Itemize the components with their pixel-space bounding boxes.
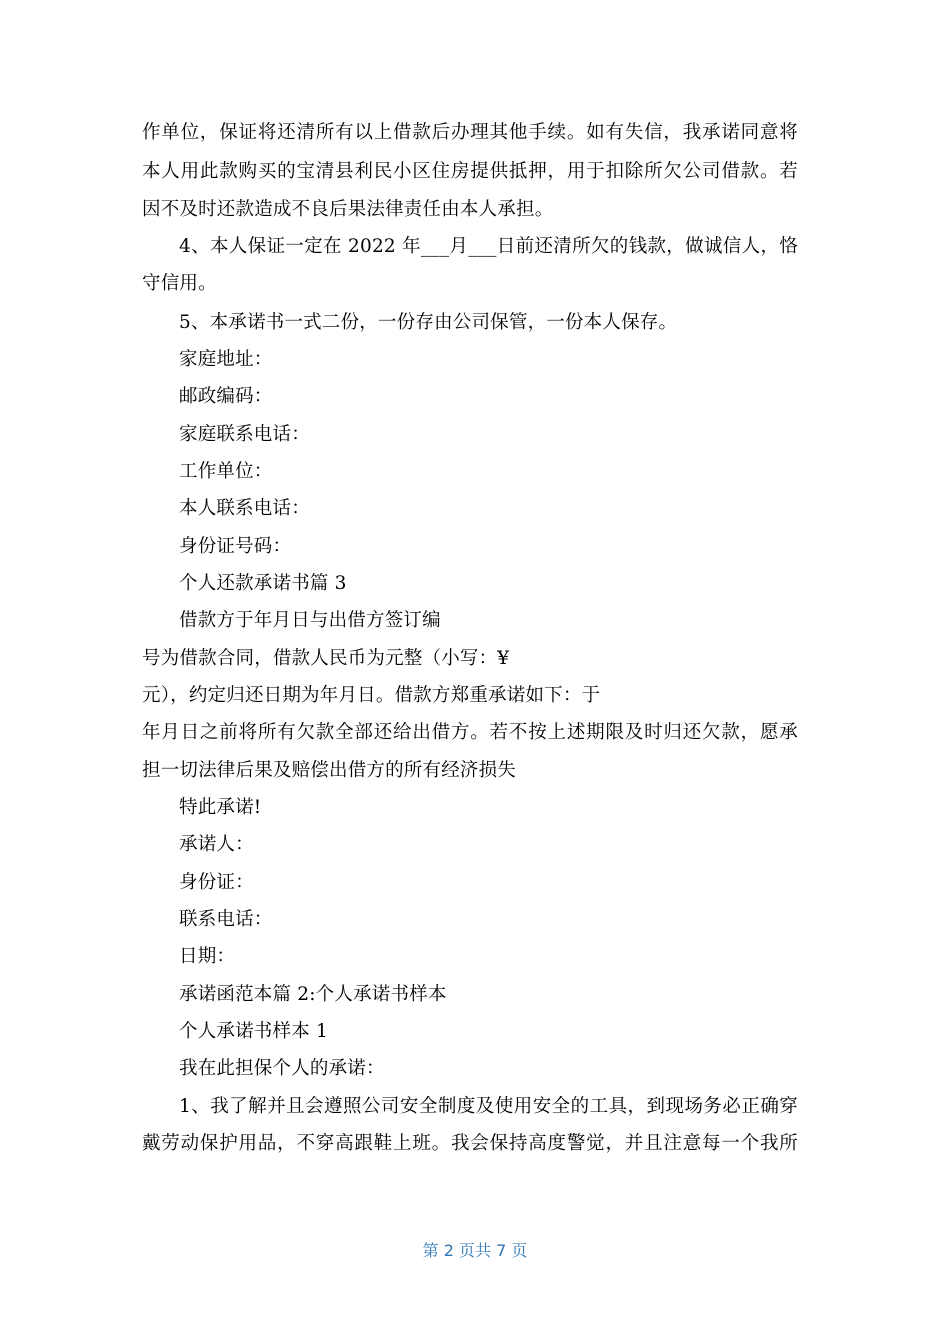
paragraph-line: 作单位，保证将还清所有以上借款后办理其他手续。如有失信，我承诺同意将: [142, 122, 798, 143]
form-field-label: 家庭联系电话：: [179, 424, 310, 445]
section-heading: 个人还款承诺书篇 3: [179, 573, 347, 594]
paragraph-line: 守信用。: [142, 273, 217, 294]
form-field-label: 身份证号码：: [179, 536, 292, 557]
section-heading: 个人承诺书样本 1: [179, 1021, 328, 1042]
form-field-label: 家庭地址：: [179, 349, 273, 370]
paragraph-line: 本人用此款购买的宝清县利民小区住房提供抵押，用于扣除所欠公司借款。若: [142, 161, 798, 182]
paragraph-line: 4、本人保证一定在 2022 年___月___日前还清所欠的钱款，做诚信人，恪: [179, 236, 798, 257]
paragraph-line: 元），约定归还日期为年月日。借款方郑重承诺如下：于: [142, 685, 601, 706]
form-field-label: 联系电话：: [179, 909, 273, 930]
paragraph-line: 年月日之前将所有欠款全部还给出借方。若不按上述期限及时归还欠款，愿承: [142, 722, 798, 743]
form-field-label: 工作单位：: [179, 461, 273, 482]
paragraph-line: 1、我了解并且会遵照公司安全制度及使用安全的工具，到现场务必正确穿: [179, 1096, 798, 1117]
section-heading: 承诺函范本篇 2:个人承诺书样本: [179, 984, 447, 1005]
form-field-label: 本人联系电话：: [179, 498, 310, 519]
paragraph-line: 5、本承诺书一式二份，一份存由公司保管，一份本人保存。: [179, 312, 678, 333]
form-field-label: 身份证：: [179, 872, 254, 893]
paragraph-line: 因不及时还款造成不良后果法律责任由本人承担。: [142, 199, 554, 220]
form-field-label: 邮政编码：: [179, 386, 273, 407]
paragraph-line: 借款方于年月日与出借方签订编: [179, 610, 441, 631]
form-field-label: 承诺人：: [179, 834, 254, 855]
paragraph-line: 特此承诺!: [179, 797, 262, 818]
paragraph-line: 号为借款合同，借款人民币为元整（小写：¥: [142, 648, 510, 669]
paragraph-line: 戴劳动保护用品，不穿高跟鞋上班。我会保持高度警觉，并且注意每一个我所: [142, 1133, 798, 1154]
paragraph-line: 担一切法律后果及赔偿出借方的所有经济损失: [142, 760, 517, 781]
page-number-footer: 第 2 页共 7 页: [422, 1241, 528, 1260]
paragraph-line: 我在此担保个人的承诺：: [179, 1058, 385, 1079]
form-field-label: 日期：: [179, 946, 236, 967]
